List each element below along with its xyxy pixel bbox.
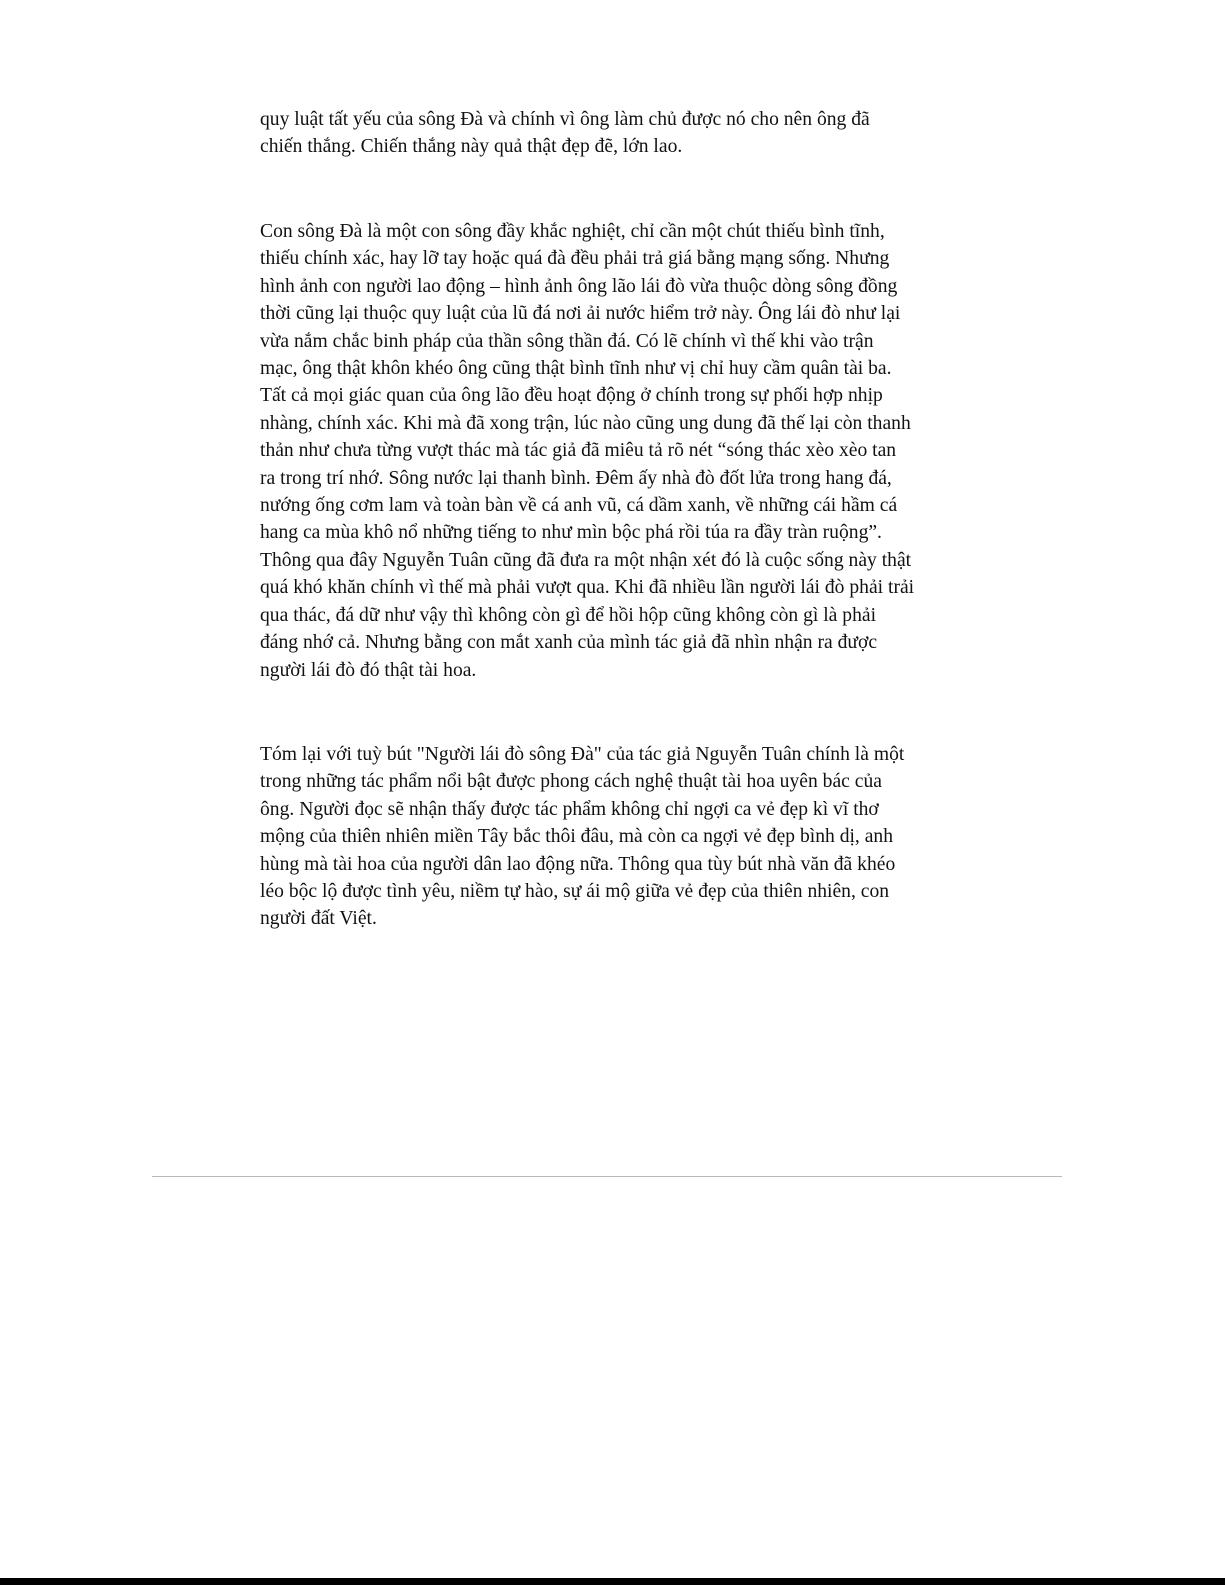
paragraph-1	[260, 106, 980, 161]
paragraph-2	[260, 218, 980, 684]
text-line: quá khó khăn chính vì thế mà phải vượt qua. Khi đã nhiều lần người lái đò phải trải	[260, 577, 915, 599]
text-line: nhàng, chính xác. Khi mà đã xong trận, lúc nào cũng ung dung đã thế lại còn thanh	[260, 412, 911, 434]
text-line: Tóm lại với tuỳ bút "Người lái đò sông Đà" của tác giả Nguyễn Tuân chính là một	[260, 744, 905, 765]
text-line: nướng ống cơm lam và toàn bàn về cá anh vũ, cá dầm xanh, về những cái hầm cá	[260, 495, 898, 517]
text-line: người đất Việt.	[260, 908, 377, 930]
text-line: Tất cả mọi giác quan của ông lão đều hoạt động ở chính trong sự phối hợp nhịp	[260, 385, 883, 407]
text-line: mạc, ông thật khôn khéo ông cũng thật bình tĩnh như vị chỉ huy cầm quân tài ba.	[260, 358, 892, 380]
text-line: trong những tác phẩm nổi bật được phong cách nghệ thuật tài hoa uyên bác của	[260, 771, 882, 793]
text-line: mộng của thiên nhiên miền Tây bắc thôi đâu, mà còn ca ngợi vẻ đẹp bình dị, anh	[260, 826, 894, 848]
text-line: léo bộc lộ được tình yêu, niềm tự hào, sự ái mộ giữa vẻ đẹp của thiên nhiên, con	[260, 881, 890, 903]
text-line: thời cũng lại thuộc quy luật của lũ đá nơi ải nước hiểm trở này. Ông lái đò như lại	[260, 303, 901, 325]
text-line: đáng nhớ cả. Nhưng bằng con mắt xanh của mình tác giả đã nhìn nhận ra được	[260, 632, 878, 654]
bottom-edge-bar	[0, 1578, 1225, 1585]
text-line: Con sông Đà là một con sông đầy khắc nghiệt, chỉ cần một chút thiếu bình tĩnh,	[260, 221, 885, 242]
paragraph-3	[260, 741, 980, 933]
text-line: quy luật tất yếu của sông Đà và chính vì ông làm chủ được nó cho nên ông đã	[260, 109, 870, 130]
text-line: thản như chưa từng vượt thác mà tác giả đã miêu tả rõ nét “sóng thác xèo xèo tan	[260, 440, 897, 462]
text-line: Thông qua đây Nguyễn Tuân cũng đã đưa ra một nhận xét đó là cuộc sống này thật	[260, 549, 912, 571]
text-line: vừa nắm chắc binh pháp của thần sông thần đá. Có lẽ chính vì thế khi vào trận	[260, 330, 874, 352]
text-line: ra trong trí nhớ. Sông nước lại thanh bình. Đêm ấy nhà đò đốt lửa trong hang đá,	[260, 467, 892, 489]
text-line: thiếu chính xác, hay lỡ tay hoặc quá đà đều phải trả giá bằng mạng sống. Nhưng	[260, 248, 890, 270]
text-line: qua thác, đá dữ như vậy thì không còn gì để hồi hộp cũng không còn gì là phải	[260, 604, 877, 626]
text-line: hình ảnh con người lao động – hình ảnh ông lão lái đò vừa thuộc dòng sông đồng	[260, 275, 898, 297]
text-line: chiến thắng. Chiến thắng này quả thật đẹp đẽ, lớn lao.	[260, 136, 683, 158]
page-break-divider	[152, 1176, 1062, 1177]
text-line: hùng mà tài hoa của người dân lao động nữa. Thông qua tùy bút nhà văn đã khéo	[260, 853, 896, 875]
text-line: hang ca mùa khô nổ những tiếng to như mìn bộc phá rồi túa ra đầy tràn ruộng”.	[260, 522, 882, 544]
text-line: người lái đò đó thật tài hoa.	[260, 659, 477, 681]
text-line: ông. Người đọc sẽ nhận thấy được tác phẩm không chỉ ngợi ca vẻ đẹp kì vĩ thơ	[260, 798, 879, 820]
